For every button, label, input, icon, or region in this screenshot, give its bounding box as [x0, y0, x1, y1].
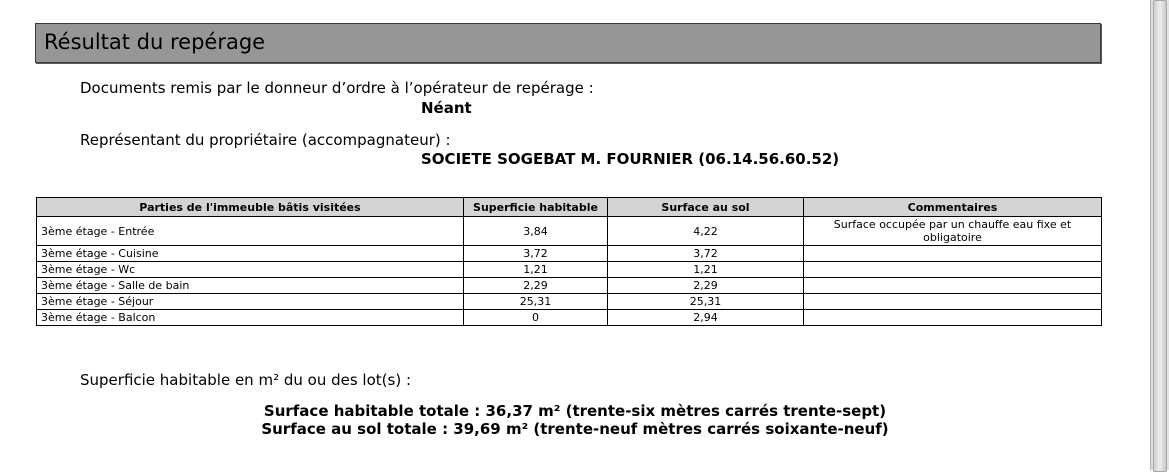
table-row	[37, 278, 1102, 294]
summary-label: Superficie habitable en m² du ou des lot(s) :	[80, 371, 411, 389]
column-header-parts: Parties de l'immeuble bâtis visitées	[37, 198, 464, 217]
cell-part: 3ème étage - Balcon	[37, 310, 464, 326]
table-row	[37, 294, 1102, 310]
total-sol: Surface au sol totale : 39,69 m² (trente-neuf mètres carrés soixante-neuf)	[261, 420, 889, 438]
total-habitable: Surface habitable totale : 36,37 m² (trente-six mètres carrés trente-sept)	[263, 402, 887, 420]
cell-habitable: 2,29	[464, 278, 608, 294]
cell-habitable: 25,31	[464, 294, 608, 310]
cell-sol: 1,21	[608, 262, 804, 278]
cell-habitable: 3,72	[464, 246, 608, 262]
table-row	[37, 246, 1102, 262]
cell-sol: 25,31	[608, 294, 804, 310]
column-header-comments: Commentaires	[804, 198, 1102, 217]
cell-comment	[804, 278, 1102, 294]
cell-habitable: 0	[464, 310, 608, 326]
surfaces-table	[36, 197, 1102, 326]
cell-comment	[804, 310, 1102, 326]
cell-comment	[804, 294, 1102, 310]
scrollbar-thumb[interactable]	[1153, 0, 1167, 472]
section-header	[35, 23, 1101, 63]
cell-comment	[804, 246, 1102, 262]
cell-habitable: 3,84	[464, 217, 608, 246]
cell-part: 3ème étage - Séjour	[37, 294, 464, 310]
documents-label: Documents remis par le donneur d’ordre à l’opérateur de repérage :	[80, 79, 594, 97]
column-header-habitable: Superficie habitable	[464, 198, 608, 217]
table-row	[37, 310, 1102, 326]
cell-sol: 2,94	[608, 310, 804, 326]
table-header-row	[37, 198, 1102, 217]
section-title: Résultat du repérage	[44, 30, 266, 54]
cell-habitable: 1,21	[464, 262, 608, 278]
cell-comment: Surface occupée par un chauffe eau fixe et obligatoire	[804, 217, 1102, 246]
cell-part: 3ème étage - Wc	[37, 262, 464, 278]
cell-sol: 3,72	[608, 246, 804, 262]
column-header-sol: Surface au sol	[608, 198, 804, 217]
cell-part: 3ème étage - Entrée	[37, 217, 464, 246]
cell-part: 3ème étage - Cuisine	[37, 246, 464, 262]
cell-part: 3ème étage - Salle de bain	[37, 278, 464, 294]
documents-value: Néant	[421, 99, 472, 117]
cell-sol: 2,29	[608, 278, 804, 294]
representative-value: SOCIETE SOGEBAT M. FOURNIER (06.14.56.60.52)	[421, 150, 840, 168]
representative-label: Représentant du propriétaire (accompagnateur) :	[80, 131, 451, 149]
cell-sol: 4,22	[608, 217, 804, 246]
cell-comment	[804, 262, 1102, 278]
table-row	[37, 262, 1102, 278]
table-row	[37, 217, 1102, 246]
